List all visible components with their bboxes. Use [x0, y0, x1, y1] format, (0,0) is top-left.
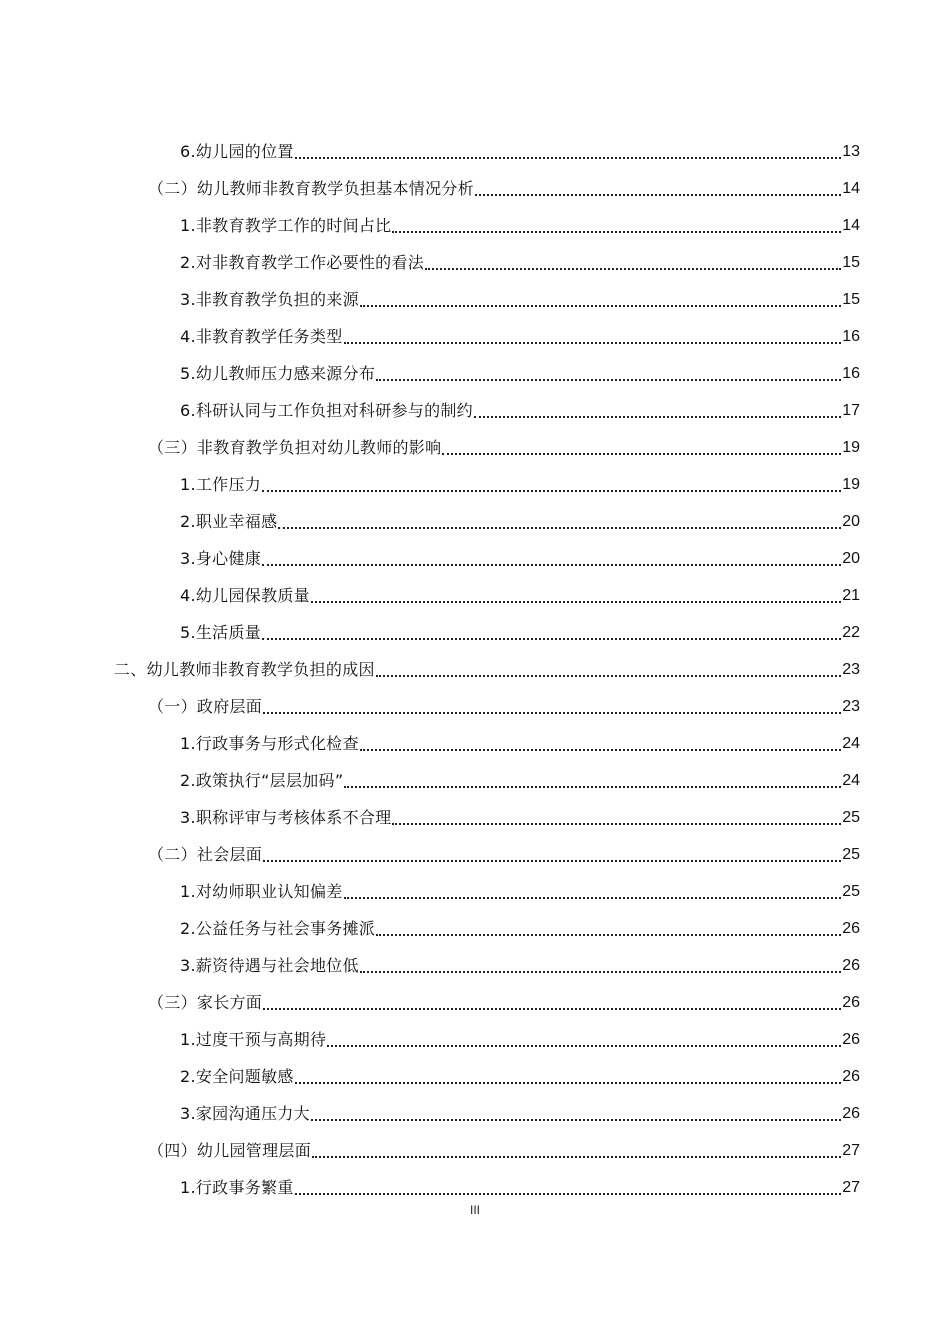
- toc-entry-title: 6.幼儿园的位置: [180, 142, 294, 161]
- toc-entry[interactable]: [180, 465, 860, 495]
- toc-entry-title: 2.公益任务与社会事务摊派: [180, 919, 376, 938]
- toc-entry-page-number: 20: [842, 550, 860, 567]
- toc-leader-dots: [295, 156, 842, 159]
- toc-entry-title: 6.科研认同与工作负担对科研参与的制约: [180, 401, 473, 420]
- toc-leader-dots: [360, 748, 841, 751]
- toc-entry[interactable]: [148, 983, 860, 1013]
- toc-entry-page-number: 23: [842, 698, 860, 715]
- toc-entry-page-number: 25: [842, 809, 860, 826]
- toc-entry-page-number: 21: [842, 587, 860, 604]
- toc-entry[interactable]: [180, 391, 860, 421]
- toc-leader-dots: [262, 637, 841, 640]
- toc-entry[interactable]: [180, 1057, 860, 1087]
- toc-entry-page-number: 25: [842, 883, 860, 900]
- toc-leader-dots: [311, 1118, 841, 1121]
- toc-entry-title: 4.幼儿园保教质量: [180, 586, 310, 605]
- toc-entry[interactable]: [180, 1020, 860, 1050]
- toc-entry-title: 1.工作压力: [180, 475, 262, 494]
- toc-leader-dots: [344, 785, 841, 788]
- toc-entry-title: （一）政府层面: [148, 697, 263, 716]
- toc-leader-dots: [376, 933, 841, 936]
- toc-entry-title: 3.薪资待遇与社会地位低: [180, 956, 359, 975]
- toc-entry[interactable]: [180, 502, 860, 532]
- toc-entry-page-number: 26: [842, 1068, 860, 1085]
- toc-leader-dots: [295, 1081, 842, 1084]
- toc-leader-dots: [360, 304, 841, 307]
- toc-leader-dots: [376, 378, 841, 381]
- toc-entry-page-number: 22: [842, 624, 860, 641]
- toc-entry-page-number: 23: [842, 661, 860, 678]
- toc-entry-page-number: 19: [842, 439, 860, 456]
- toc-entry[interactable]: [180, 317, 860, 347]
- toc-entry[interactable]: [148, 169, 860, 199]
- toc-leader-dots: [442, 452, 841, 455]
- toc-leader-dots: [295, 1192, 842, 1195]
- toc-entry-page-number: 16: [842, 328, 860, 345]
- toc-entry-page-number: 26: [842, 957, 860, 974]
- toc-entry-page-number: 27: [842, 1142, 860, 1159]
- toc-entry-title: 二、幼儿教师非教育教学负担的成因: [114, 660, 375, 679]
- toc-leader-dots: [474, 415, 841, 418]
- toc-entry-page-number: 14: [842, 217, 860, 234]
- toc-entry[interactable]: [114, 650, 860, 680]
- toc-leader-dots: [360, 970, 841, 973]
- toc-leader-dots: [344, 896, 842, 899]
- toc-entry-title: 3.职称评审与考核体系不合理: [180, 808, 392, 827]
- toc-entry[interactable]: [180, 872, 860, 902]
- toc-entry-title: 1.行政事务繁重: [180, 1178, 294, 1197]
- toc-leader-dots: [344, 341, 842, 344]
- toc-entry-title: 1.过度干预与高期待: [180, 1030, 327, 1049]
- toc-entry[interactable]: [180, 909, 860, 939]
- toc-leader-dots: [392, 822, 841, 825]
- toc-entry-page-number: 13: [842, 143, 860, 160]
- toc-leader-dots: [392, 230, 841, 233]
- toc-entry-page-number: 14: [842, 180, 860, 197]
- toc-entry-title: 2.职业幸福感: [180, 512, 278, 531]
- toc-leader-dots: [311, 600, 841, 603]
- toc-entry-title: 1.非教育教学工作的时间占比: [180, 216, 392, 235]
- toc-entry[interactable]: [148, 835, 860, 865]
- toc-entry-page-number: 26: [842, 920, 860, 937]
- toc-entry-page-number: 26: [842, 1031, 860, 1048]
- toc-entry[interactable]: [180, 280, 860, 310]
- toc-leader-dots: [263, 1007, 841, 1010]
- toc-entry-title: 1.行政事务与形式化检查: [180, 734, 359, 753]
- toc-entry[interactable]: [148, 428, 860, 458]
- toc-entry-title: 3.非教育教学负担的来源: [180, 290, 359, 309]
- toc-entry[interactable]: [180, 206, 860, 236]
- toc-entry-title: （三）家长方面: [148, 993, 263, 1012]
- toc-leader-dots: [312, 1155, 841, 1158]
- toc-entry[interactable]: [180, 724, 860, 754]
- toc-entry-title: （四）幼儿园管理层面: [148, 1141, 312, 1160]
- toc-entry-page-number: 25: [842, 846, 860, 863]
- toc-entry-page-number: 26: [842, 1105, 860, 1122]
- toc-entry[interactable]: [180, 946, 860, 976]
- toc-entry-title: 3.身心健康: [180, 549, 262, 568]
- toc-entry-page-number: 15: [842, 291, 860, 308]
- toc-entry-title: 2.安全问题敏感: [180, 1067, 294, 1086]
- toc-entry-page-number: 24: [842, 772, 860, 789]
- toc-leader-dots: [475, 193, 841, 196]
- toc-entry-title: 2.政策执行“层层加码”: [180, 771, 344, 790]
- toc-entry-title: 1.对幼师职业认知偏差: [180, 882, 343, 901]
- toc-leader-dots: [376, 674, 841, 677]
- toc-entry-page-number: 26: [842, 994, 860, 1011]
- toc-entry-title: 3.家园沟通压力大: [180, 1104, 310, 1123]
- toc-entry-title: 5.幼儿教师压力感来源分布: [180, 364, 376, 383]
- toc-entry[interactable]: [180, 613, 860, 643]
- toc-entry[interactable]: [180, 354, 860, 384]
- toc-entry-title: 5.生活质量: [180, 623, 262, 642]
- toc-entry[interactable]: [180, 761, 860, 791]
- toc-entry[interactable]: [148, 1131, 860, 1161]
- toc-entry-page-number: 17: [842, 402, 860, 419]
- toc-entry[interactable]: [180, 132, 860, 162]
- toc-entry-page-number: 16: [842, 365, 860, 382]
- toc-entry[interactable]: [180, 576, 860, 606]
- toc-entry[interactable]: [180, 539, 860, 569]
- toc-entry-title: 4.非教育教学任务类型: [180, 327, 343, 346]
- toc-entry[interactable]: [180, 1168, 860, 1198]
- toc-leader-dots: [263, 711, 841, 714]
- toc-entry[interactable]: [148, 687, 860, 717]
- page-number: III: [469, 1203, 480, 1217]
- toc-leader-dots: [278, 526, 841, 529]
- toc-leader-dots: [425, 267, 841, 270]
- toc-entry-page-number: 19: [842, 476, 860, 493]
- toc-leader-dots: [262, 489, 841, 492]
- toc-entry-title: （三）非教育教学负担对幼儿教师的影响: [148, 438, 442, 457]
- toc-entry-page-number: 15: [842, 254, 860, 271]
- toc-entry-page-number: 20: [842, 513, 860, 530]
- toc-entry[interactable]: [180, 1094, 860, 1124]
- toc-leader-dots: [263, 859, 841, 862]
- toc-entry[interactable]: [180, 243, 860, 273]
- toc-entry-title: 2.对非教育教学工作必要性的看法: [180, 253, 425, 272]
- toc-entry-page-number: 24: [842, 735, 860, 752]
- toc-leader-dots: [327, 1044, 841, 1047]
- toc-entry-title: （二）社会层面: [148, 845, 263, 864]
- toc-entry-title: （二）幼儿教师非教育教学负担基本情况分析: [148, 179, 475, 198]
- toc-entry[interactable]: [180, 798, 860, 828]
- toc-leader-dots: [262, 563, 841, 566]
- toc-entry-page-number: 27: [842, 1179, 860, 1196]
